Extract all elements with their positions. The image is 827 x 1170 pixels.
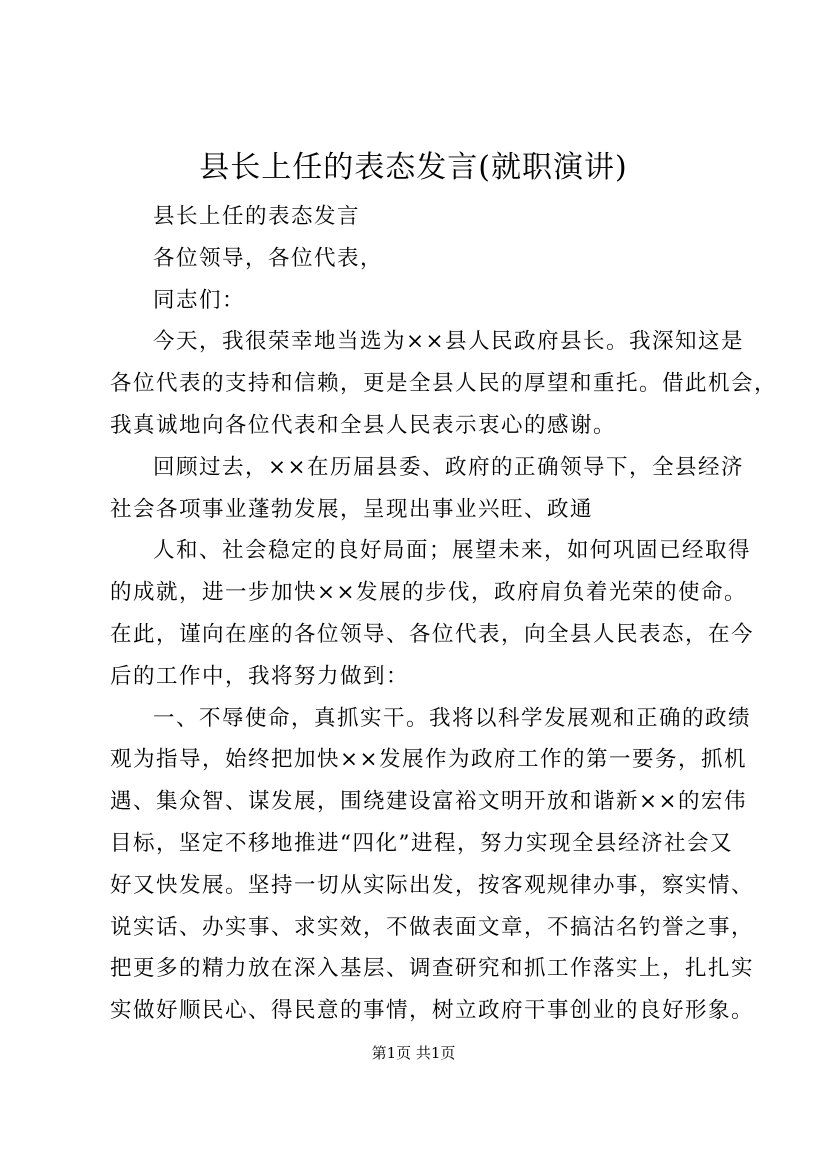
text-line: 社会各项事业蓬勃发展，呈现出事业兴旺、政通 — [110, 496, 594, 522]
text-line: 今天，我很荣幸地当选为××县人民政府县长。我深知这是 — [153, 329, 745, 355]
page-footer: 第1页 共1页 — [371, 1044, 456, 1062]
text-line: 各位代表的支持和信赖，更是全县人民的厚望和重托。借此机会， — [110, 371, 778, 397]
text-line: 遇、集众智、谋发展，围绕建设富裕文明开放和谐新××的宏伟 — [110, 789, 748, 815]
text-line: 在此，谨向在座的各位领导、各位代表，向全县人民表态，在今 — [110, 621, 755, 647]
text-line: 好又快发展。坚持一切从实际出发，按客观规律办事，察实情、 — [110, 872, 755, 898]
text-line: 人和、社会稳定的良好局面；展望未来，如何巩固已经取得 — [153, 538, 752, 564]
text-line: 实做好顺民心、得民意的事情，树立政府干事创业的良好形象。 — [110, 998, 755, 1024]
text-line: 观为指导，始终把加快××发展作为政府工作的第一要务，抓机 — [110, 747, 748, 773]
text-line: 说实话、办实事、求实效，不做表面文章，不搞沽名钓誉之事， — [110, 914, 755, 940]
text-line: 把更多的精力放在深入基层、调查研究和抓工作落实上，扎扎实 — [110, 956, 755, 982]
text-line: 回顾过去，××在历届县委、政府的正确领导下，全县经济 — [153, 454, 745, 480]
text-line: 同志们： — [153, 287, 246, 313]
text-line: 后的工作中，我将努力做到： — [110, 663, 410, 689]
document-title: 县长上任的表态发言(就职演讲) — [199, 150, 628, 185]
text-line: 我真诚地向各位代表和全县人民表示衷心的感谢。 — [110, 412, 617, 438]
text-line: 一、不辱使命，真抓实干。我将以科学发展观和正确的政绩 — [153, 705, 752, 731]
text-line: 的成就，进一步加快××发展的步伐，政府肩负着光荣的使命。 — [110, 580, 748, 606]
document-body — [110, 196, 778, 1032]
text-line: 目标，坚定不移地推进“四化”进程，努力实现全县经济社会又 — [110, 830, 733, 856]
text-line: 各位领导，各位代表， — [153, 245, 384, 271]
text-line: 县长上任的表态发言 — [153, 204, 361, 229]
